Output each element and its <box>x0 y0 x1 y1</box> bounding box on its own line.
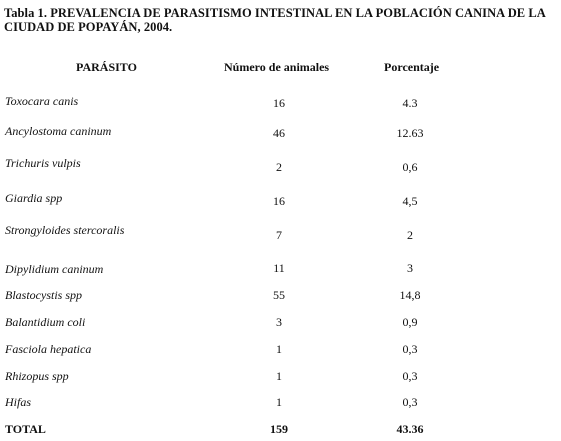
parasite-name: Ancylostoma caninum <box>5 124 112 138</box>
animal-count: 46 <box>273 126 285 140</box>
percentage: 0,3 <box>402 369 418 383</box>
percentage: 2 <box>407 228 413 242</box>
header-percent: Porcentaje <box>384 60 440 74</box>
total-label: TOTAL <box>5 422 46 436</box>
parasite-name: Rhizopus spp <box>5 369 69 383</box>
parasite-name: Fasciola hepatica <box>5 342 92 356</box>
table-row <box>0 191 561 207</box>
table-header-row <box>0 60 561 76</box>
table-title: Tabla 1. PREVALENCIA DE PARASITISMO INTESTINAL EN LA POBLACIÓN CANINA DE LA CIUDAD DE POPAYÁN, 2004. <box>4 6 546 34</box>
header-count: Número de animales <box>224 60 330 74</box>
percentage: 14,8 <box>399 288 421 302</box>
parasite-name: Giardia spp <box>5 191 63 205</box>
table-row <box>0 156 561 172</box>
table-row <box>0 223 561 242</box>
table-row <box>0 369 561 385</box>
table-row <box>0 342 561 358</box>
parasite-name: Hifas <box>5 395 32 409</box>
total-percentage: 43.36 <box>396 422 424 436</box>
percentage: 4,5 <box>402 194 418 208</box>
table-row <box>0 94 561 110</box>
parasite-name: Blastocystis spp <box>5 288 82 302</box>
parasite-name: Toxocara canis <box>5 94 79 108</box>
animal-count: 2 <box>276 160 282 174</box>
animal-count: 1 <box>276 342 282 356</box>
table-row <box>0 262 561 278</box>
percentage: 12.63 <box>396 126 424 140</box>
percentage: 0,6 <box>402 160 418 174</box>
animal-count: 1 <box>276 395 282 409</box>
table-row <box>0 124 561 140</box>
total-count: 159 <box>270 422 288 436</box>
percentage: 0,9 <box>402 315 418 329</box>
header-parasite: PARÁSITO <box>76 60 137 74</box>
percentage: 3 <box>407 261 413 275</box>
percentage: 0,3 <box>402 395 418 409</box>
parasite-name: Strongyloides stercoralis <box>5 223 125 237</box>
percentage: 0,3 <box>402 342 418 356</box>
parasite-name: Dipylidium caninum <box>5 262 104 276</box>
table-row <box>0 395 561 411</box>
parasite-name: Balantidium coli <box>5 315 86 329</box>
animal-count: 1 <box>276 369 282 383</box>
animal-count: 16 <box>273 194 285 208</box>
table-total-row <box>0 422 561 438</box>
animal-count: 7 <box>276 228 282 242</box>
parasite-name: Trichuris vulpis <box>5 156 81 170</box>
animal-count: 16 <box>273 96 285 110</box>
animal-count: 3 <box>276 315 282 329</box>
animal-count: 11 <box>273 261 285 275</box>
table-row <box>0 315 561 331</box>
percentage: 4.3 <box>402 96 418 110</box>
animal-count: 55 <box>273 288 285 302</box>
table-row <box>0 288 561 304</box>
